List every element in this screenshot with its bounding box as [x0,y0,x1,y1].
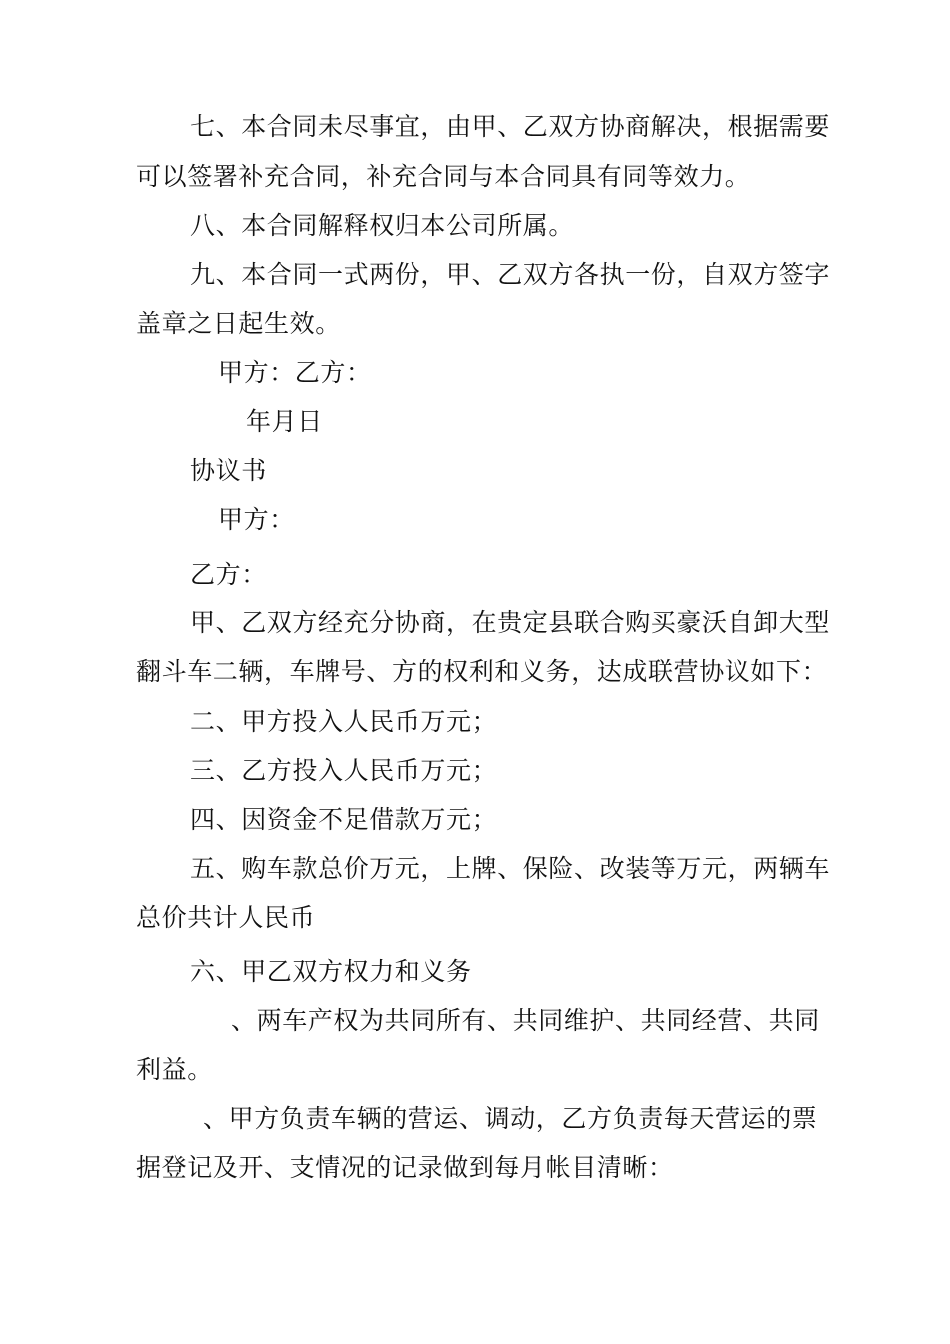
clause-9-line-1: 九、本合同一式两份，甲、乙双方各执一份，自双方签字 [190,260,831,289]
preamble-line-1: 甲、乙双方经充分协商，在贵定县联合购买豪沃自卸大型 [190,608,831,637]
clause-6-item-2-line-2: 据登记及开、支情况的记录做到每月帐目清晰： [136,1153,674,1182]
signature-parties: 甲方：乙方： [218,358,372,387]
party-a-label: 甲方： [218,505,295,534]
clause-7-line-1: 七、本合同未尽事宜，由甲、乙双方协商解决，根据需要 [190,112,831,141]
party-b-label: 乙方： [190,560,267,589]
clause-7-line-2: 可以签署补充合同，补充合同与本合同具有同等效力。 [136,162,751,191]
clause-5-line-2: 总价共计人民币 [136,903,316,932]
clause-9-line-2: 盖章之日起生效。 [136,309,341,338]
clause-5-line-1: 五、购车款总价万元，上牌、保险、改装等万元，两辆车 [190,854,831,883]
clause-3: 三、乙方投入人民币万元； [190,756,498,785]
clause-2: 二、甲方投入人民币万元； [190,707,498,736]
clause-6-item-1-line-1: 、两车产权为共同所有、共同维护、共同经营、共同 [231,1006,820,1035]
clause-6-item-2-line-1: 、甲方负责车辆的营运、调动，乙方负责每天营运的票 [203,1104,818,1133]
agreement-title: 协议书 [190,456,267,485]
clause-8: 八、本合同解释权归本公司所属。 [190,211,575,240]
signature-date: 年月日 [246,407,323,436]
clause-6-item-1-line-2: 利益。 [136,1055,213,1084]
clause-6-heading: 六、甲乙双方权力和义务 [190,957,472,986]
clause-4: 四、因资金不足借款万元； [190,805,498,834]
preamble-line-2: 翻斗车二辆，车牌号、方的权利和义务，达成联营协议如下： [136,657,828,686]
